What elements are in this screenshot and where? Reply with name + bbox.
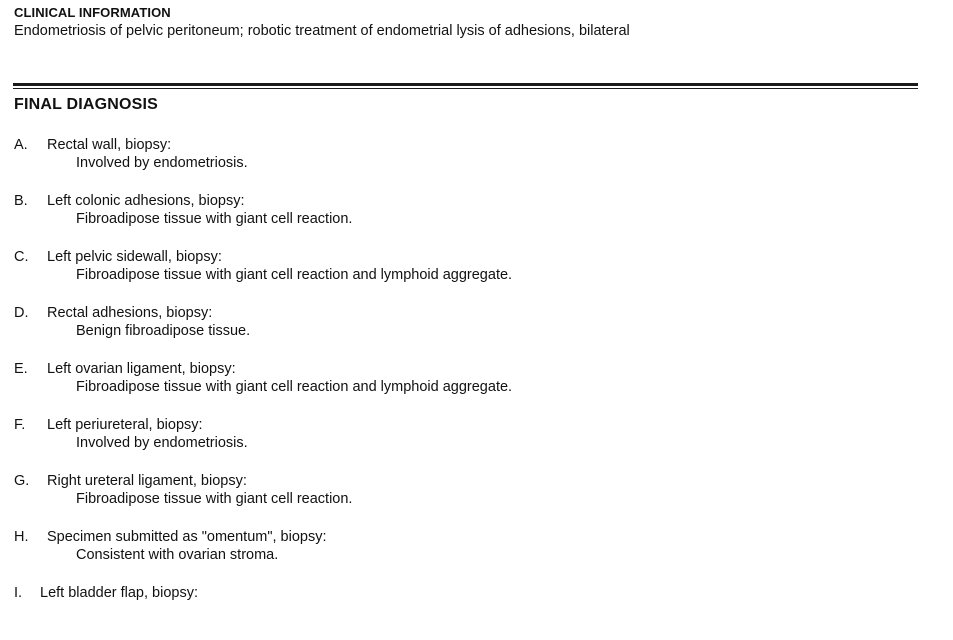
diagnosis-letter: I.	[14, 585, 23, 601]
diagnosis-item	[14, 360, 914, 416]
diagnosis-specimen: Right ureteral ligament, biopsy:	[47, 473, 247, 489]
diagnosis-specimen: Left colonic adhesions, biopsy:	[47, 193, 245, 209]
diagnosis-item	[14, 248, 914, 304]
diagnosis-result: Fibroadipose tissue with giant cell reaction.	[76, 491, 353, 507]
diagnosis-result: Fibroadipose tissue with giant cell reaction.	[76, 211, 353, 227]
clinical-information-heading: CLINICAL INFORMATION	[14, 5, 171, 20]
diagnosis-result: Involved by endometriosis.	[76, 435, 248, 451]
diagnosis-letter: E.	[14, 361, 28, 377]
diagnosis-specimen: Rectal adhesions, biopsy:	[47, 305, 213, 321]
diagnosis-item	[14, 528, 914, 584]
diagnosis-specimen: Left bladder flap, biopsy:	[40, 585, 198, 601]
diagnosis-specimen: Left ovarian ligament, biopsy:	[47, 361, 236, 377]
diagnosis-specimen: Left pelvic sidewall, biopsy:	[47, 249, 222, 265]
diagnosis-letter: G.	[14, 473, 30, 489]
diagnosis-letter: F.	[14, 417, 26, 433]
diagnosis-item	[14, 304, 914, 360]
diagnosis-result: Benign fibroadipose tissue.	[76, 323, 251, 339]
diagnosis-item	[14, 584, 914, 640]
diagnosis-specimen: Left periureteral, biopsy:	[47, 417, 203, 433]
section-divider-thick	[13, 83, 918, 86]
diagnosis-letter: A.	[14, 137, 28, 153]
final-diagnosis-heading: FINAL DIAGNOSIS	[14, 96, 159, 113]
diagnosis-letter: B.	[14, 193, 28, 209]
diagnosis-result: Fibroadipose tissue with giant cell reaction and lymphoid aggregate.	[76, 379, 513, 395]
diagnosis-letter: H.	[14, 529, 29, 545]
diagnosis-item	[14, 472, 914, 528]
clinical-information-text: Endometriosis of pelvic peritoneum; robotic treatment of endometrial lysis of adhesions, bilateral	[14, 23, 630, 39]
diagnosis-result: Fibroadipose tissue with giant cell reaction and lymphoid aggregate.	[76, 267, 513, 283]
diagnosis-list	[14, 136, 914, 640]
diagnosis-specimen: Rectal wall, biopsy:	[47, 137, 172, 153]
diagnosis-letter: C.	[14, 249, 29, 265]
diagnosis-item	[14, 416, 914, 472]
diagnosis-result: Involved by endometriosis.	[76, 155, 248, 171]
diagnosis-letter: D.	[14, 305, 29, 321]
diagnosis-result: Consistent with ovarian stroma.	[76, 547, 279, 563]
diagnosis-item	[14, 192, 914, 248]
section-divider-thin	[13, 88, 918, 89]
diagnosis-specimen: Specimen submitted as "omentum", biopsy:	[47, 529, 327, 545]
diagnosis-item	[14, 136, 914, 192]
